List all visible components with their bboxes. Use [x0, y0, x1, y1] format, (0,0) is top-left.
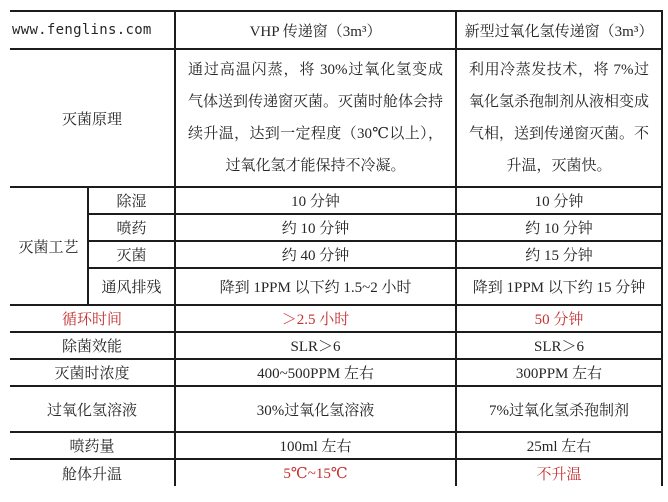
metric-name: 舱体升温: [10, 459, 175, 486]
table-row-metric: [10, 332, 662, 359]
metric-new-value: 7%过氧化氢杀孢制剂: [456, 386, 662, 432]
metric-vhp-value: 100ml 左右: [175, 432, 456, 459]
table-row-step: [10, 187, 662, 214]
process-label: 灭菌工艺: [10, 187, 88, 305]
table-row-metric: [10, 386, 662, 432]
metric-name: 除菌效能: [10, 332, 175, 359]
table-row-metric: [10, 459, 662, 486]
step-new-value: 降到 1PPM 以下约 15 分钟: [456, 268, 662, 305]
metric-vhp-value: SLR＞6: [175, 332, 456, 359]
step-vhp-value: 约 10 分钟: [175, 214, 456, 241]
metric-name: 灭菌时浓度: [10, 359, 175, 386]
metric-vhp-value: ＞2.5 小时: [175, 305, 456, 332]
header-vhp: VHP 传递窗（3m³）: [175, 11, 456, 49]
metric-vhp-value: 30%过氧化氢溶液: [175, 386, 456, 432]
table-row-metric: [10, 359, 662, 386]
comparison-table: [10, 10, 663, 486]
site-url: www.fenglins.com: [10, 11, 175, 49]
principle-label: 灭菌原理: [10, 49, 175, 187]
table-row-metric: [10, 432, 662, 459]
step-vhp-value: 10 分钟: [175, 187, 456, 214]
step-new-value: 约 15 分钟: [456, 241, 662, 268]
step-name: 除湿: [88, 187, 175, 214]
table-row-metric: [10, 305, 662, 332]
table-row-step: [10, 214, 662, 241]
metric-vhp-value: 5℃~15℃: [175, 459, 456, 486]
step-name: 通风排残: [88, 268, 175, 305]
table-row-step: [10, 241, 662, 268]
metric-name: 喷药量: [10, 432, 175, 459]
header-new: 新型过氧化氢传递窗（3m³）: [456, 11, 662, 49]
metric-new-value: 25ml 左右: [456, 432, 662, 459]
table-row-principle: [10, 49, 662, 187]
metric-name: 过氧化氢溶液: [10, 386, 175, 432]
metric-new-value: 50 分钟: [456, 305, 662, 332]
metric-new-value: 不升温: [456, 459, 662, 486]
metric-name: 循环时间: [10, 305, 175, 332]
step-new-value: 约 10 分钟: [456, 214, 662, 241]
principle-new-text: 利用冷蒸发技术，将 7%过氧化氢杀孢制剂从液相变成气相，送到传递窗灭菌。不升温，灭菌快。: [456, 49, 662, 187]
step-name: 灭菌: [88, 241, 175, 268]
step-vhp-value: 降到 1PPM 以下约 1.5~2 小时: [175, 268, 456, 305]
step-new-value: 10 分钟: [456, 187, 662, 214]
step-vhp-value: 约 40 分钟: [175, 241, 456, 268]
principle-vhp-text: 通过高温闪蒸，将 30%过氧化氢变成气体送到传递窗灭菌。灭菌时舱体会持续升温，达到一定程度（30℃以上），过氧化氢才能保持不冷凝。: [175, 49, 456, 187]
table-row-header: [10, 11, 662, 49]
step-name: 喷药: [88, 214, 175, 241]
metric-new-value: SLR＞6: [456, 332, 662, 359]
metric-vhp-value: 400~500PPM 左右: [175, 359, 456, 386]
table-row-step: [10, 268, 662, 305]
metric-new-value: 300PPM 左右: [456, 359, 662, 386]
